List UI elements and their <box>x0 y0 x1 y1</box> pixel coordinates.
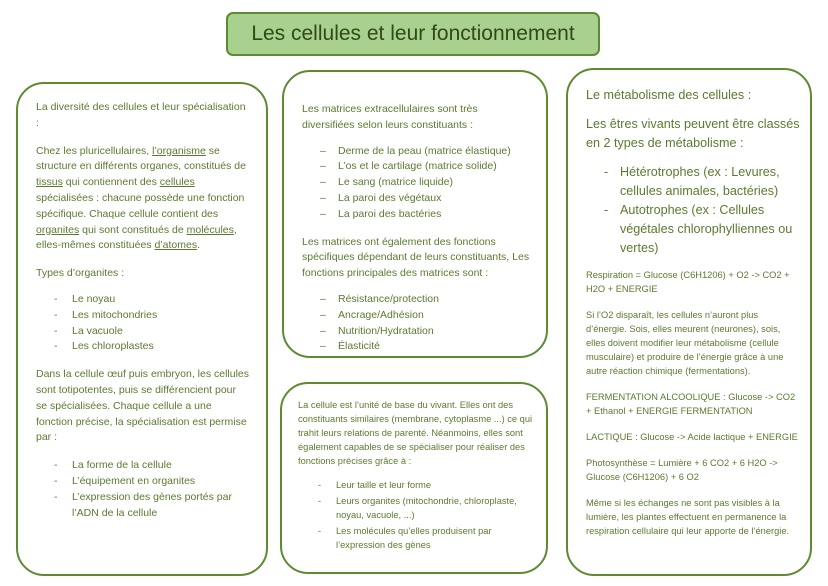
list-item: – Le sang (matrice liquide) <box>338 175 532 191</box>
diversite-intro: La diversité des cellules et leur spécialisation : <box>36 101 246 129</box>
specialisation-factors-list <box>36 458 250 521</box>
list-item: - Les molécules qu’elles produisent par l’expression des gènes <box>336 524 534 552</box>
list-item: – La paroi des végétaux <box>338 191 532 207</box>
fermentation-alcoolique-equation: FERMENTATION ALCOOLIQUE : Glucose -> CO2 + Ethanol + ENERGIE FERMENTATION <box>586 392 796 416</box>
list-item: - Autotrophes (ex : Cellules végétales chlorophylliennes ou vertes) <box>620 201 800 258</box>
list-item: – Élasticité <box>338 339 532 355</box>
card-diversite-cellules <box>16 82 268 576</box>
list-item: - Leur taille et leur forme <box>336 478 534 492</box>
term-tissus: tissus <box>36 176 63 189</box>
term-organites: organites <box>36 223 80 236</box>
list-item: - Les chloroplastes <box>72 339 250 355</box>
list-item: – Ancrage/Adhésion <box>338 308 532 324</box>
term-organisme: l’organisme <box>152 144 206 157</box>
respiration-equation: Respiration = Glucose (C6H1206) + O2 -> CO2 + H2O + ENERGIE <box>586 270 790 294</box>
photosynthese-equation: Photosynthèse = Lumière + 6 CO2 + 6 H2O -> Glucose (C6H1206) + 6 O2 <box>586 458 778 482</box>
list-item: - Hétérotrophes (ex : Levures, cellules animales, bactéries) <box>620 163 800 201</box>
list-item: - L’équipement en organites <box>72 474 250 490</box>
metabolisme-intro: Les êtres vivants peuvent être classés en 2 types de métabolisme : <box>586 117 800 150</box>
list-item: - L’expression des gènes portés par l’ADN de la cellule <box>72 490 250 522</box>
fermentation-lactique-equation: LACTIQUE : Glucose -> Acide lactique + ENERGIE <box>586 432 798 442</box>
card-matrices <box>282 70 548 358</box>
list-item: - La forme de la cellule <box>72 458 250 474</box>
organites-list <box>36 292 250 355</box>
list-item: – La paroi des bactéries <box>338 207 532 223</box>
term-atomes: d’atomes <box>154 239 198 252</box>
list-item: – L’os et le cartilage (matrice solide) <box>338 159 532 175</box>
metabolisme-types-list <box>586 163 800 258</box>
list-item: - La vacuole <box>72 324 250 340</box>
matrices-functions-list <box>302 292 532 355</box>
metabolisme-title: Le métabolisme des cellules : <box>586 88 752 102</box>
matrices-functions-paragraph: Les matrices ont également des fonctions spécifiques dépendant de leurs constituants, Les fonctions principales des matrices sont : <box>302 235 530 280</box>
list-item: – Résistance/protection <box>338 292 532 308</box>
organisme-paragraph: Chez les pluricellulaires, l’organisme se structure en différents organes, constitués de tissus qui contiennent des cellules spécialisées : chacune possède une fonction spécifique. Chaque cellule contient des organites qui sont constitués de molécules, elles-mêmes constituées d’atomes. <box>36 144 246 252</box>
list-item: - Les mitochondries <box>72 308 250 324</box>
specialisation-means-list <box>298 478 534 552</box>
matrices-intro: Les matrices extracellulaires sont très diversifiées selon leurs constituants : <box>302 103 478 131</box>
list-item: - Le noyau <box>72 292 250 308</box>
closing-paragraph: Même si les échanges ne sont pas visibles à la lumière, les plantes effectuent en permanence la respiration cellulaire qui leur apporte de l’énergie. <box>586 498 790 536</box>
types-organites-title: Types d’organites : <box>36 267 125 280</box>
term-cellules: cellules <box>159 176 195 189</box>
list-item: – Derme de la peau (matrice élastique) <box>338 144 532 160</box>
card-unite-vivant <box>280 382 548 574</box>
o2-paragraph: Si l’O2 disparaît, les cellules n’auront plus d’énergie. Sois, elles meurent (neurones), sois, elles doivent modifier leur métabolisme (cellule musculaire) et produire de l’énergie grâce à une autre réaction chimique (fermentations). <box>586 310 784 376</box>
matrices-list <box>302 144 532 223</box>
term-molecules: molécules <box>186 223 234 236</box>
page-title: Les cellules et leur fonctionnement <box>226 12 600 56</box>
list-item: – Nutrition/Hydratation <box>338 324 532 340</box>
unite-vivant-paragraph: La cellule est l’unité de base du vivant. Elles ont des constituants similaires (membrane, cytoplasme ...) ce qui trahit leurs relations de parenté. Néanmoins, elles sont également capables de se spécialiser pour réaliser des fonctions précises grâce à : <box>298 400 533 466</box>
card-metabolisme <box>566 68 812 576</box>
list-item: - Leurs organites (mitochondrie, chloroplaste, noyau, vacuole, ...) <box>336 494 534 522</box>
specialisation-paragraph: Dans la cellule œuf puis embryon, les cellules sont totipotentes, puis se différencient pour se spécialisées. Chaque cellule a une fonction précise, la spécialisation est permise par : <box>36 368 250 444</box>
